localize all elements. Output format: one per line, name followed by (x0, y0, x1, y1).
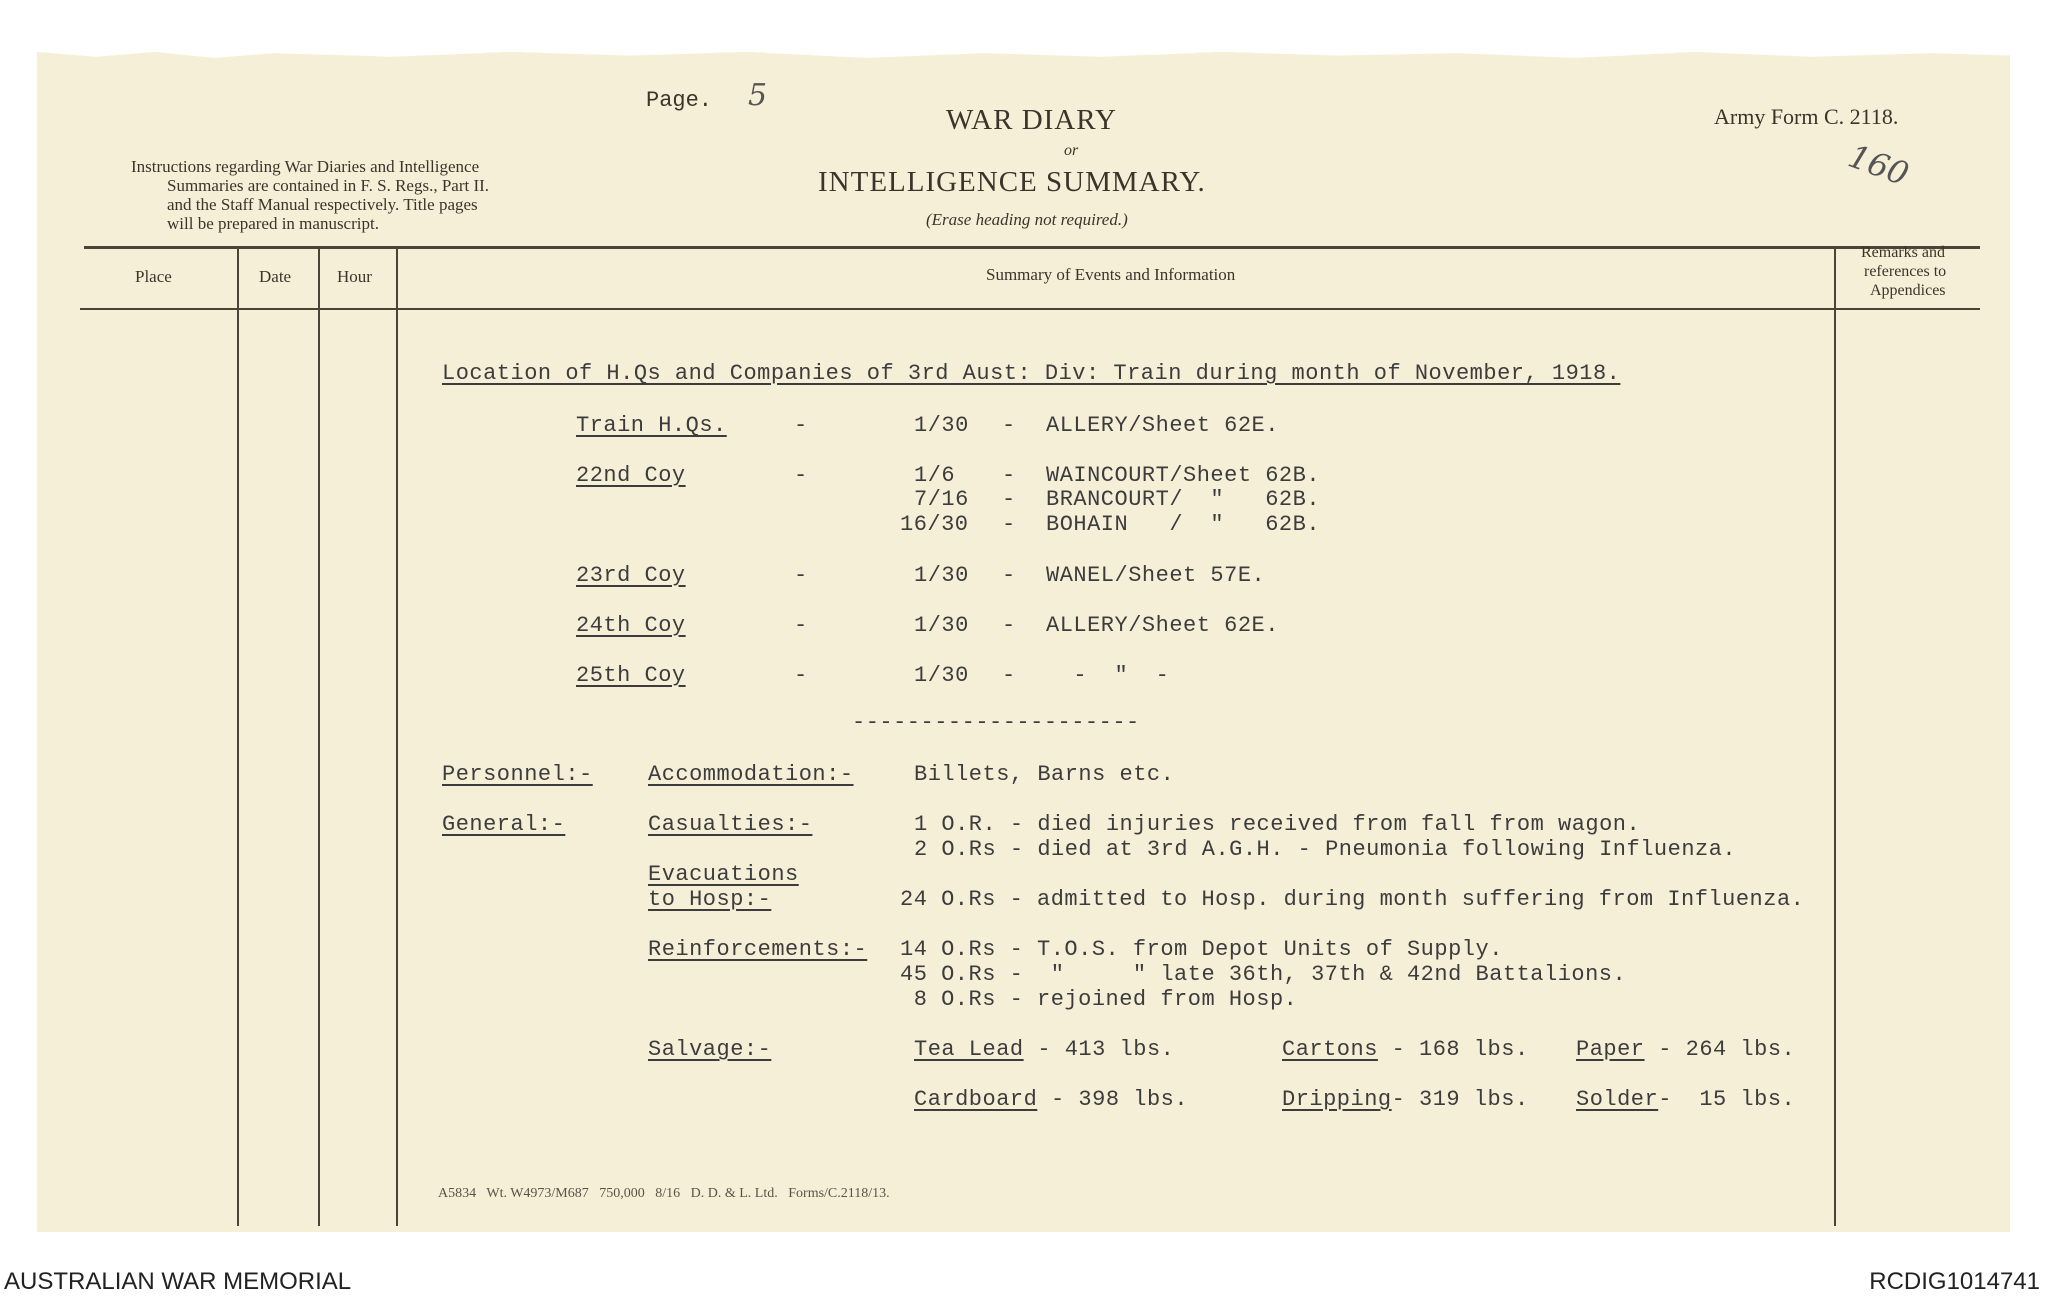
loc-dates: 1/30 (914, 413, 969, 438)
loc-unit-23rd-coy: 23rd Coy (576, 563, 686, 588)
loc-dash: - (794, 663, 808, 688)
reinforcement-line-3: 8 O.Rs - rejoined from Hosp. (900, 987, 1298, 1012)
loc-place: ALLERY/Sheet 62E. (1046, 613, 1279, 638)
salvage-item: Paper (1576, 1037, 1645, 1062)
loc-dates: 1/30 (914, 563, 969, 588)
loc-sep: - (1002, 563, 1016, 588)
loc-unit-train-hqs: Train H.Qs. (576, 413, 727, 438)
loc-place: ALLERY/Sheet 62E. (1046, 413, 1279, 438)
page-number: 5 (748, 78, 768, 113)
evacuations-label-1: Evacuations (648, 862, 799, 887)
loc-dates: 1/30 (914, 613, 969, 638)
section-divider: --------------------- (852, 710, 1140, 735)
accommodation-label: Accommodation:- (648, 762, 854, 787)
archive-footer-left: AUSTRALIAN WAR MEMORIAL (4, 1268, 352, 1295)
army-form: Army Form C. 2118. (1714, 104, 1899, 129)
loc-dates: 1/30 (914, 663, 969, 688)
salvage-label: Salvage:- (648, 1037, 772, 1062)
printer-line: A5834 Wt. W4973/M687 750,000 8/16 D. D. & L. Ltd. Forms/C.2118/13. (438, 1186, 890, 1201)
loc-unit-22nd-coy: 22nd Coy (576, 463, 686, 488)
instructions-line-2: Summaries are contained in F. S. Regs., Part II. (167, 176, 490, 195)
salvage-cartons (1282, 1037, 1529, 1062)
title-war-diary: WAR DIARY (946, 104, 1117, 136)
salvage-item: Cardboard (914, 1087, 1038, 1112)
salvage-value: - 398 lbs. (1037, 1087, 1189, 1112)
loc-place: WANEL/Sheet 57E. (1046, 563, 1266, 588)
reinforcement-line-2: 45 O.Rs - " " late 36th, 37th & 42nd Battalions. (900, 962, 1627, 987)
personnel-label: Personnel:- (442, 762, 593, 787)
col-header-remarks-3: Appendices (1870, 282, 1946, 299)
salvage-value: - 264 lbs. (1644, 1037, 1796, 1062)
salvage-paper (1576, 1037, 1795, 1062)
loc-dash: - (794, 563, 808, 588)
loc-sep: - (1002, 663, 1016, 688)
col-header-date: Date (259, 267, 292, 286)
salvage-item: Tea Lead (914, 1037, 1024, 1062)
salvage-tea-lead (914, 1037, 1174, 1062)
evacuations-text: 24 O.Rs - admitted to Hosp. during month suffering from Influenza. (900, 887, 1805, 912)
loc-dates: 1/6 (914, 463, 956, 488)
table-top-rule (84, 246, 1980, 249)
salvage-item: Solder (1576, 1087, 1659, 1112)
accommodation-text: Billets, Barns etc. (914, 762, 1175, 787)
loc-unit-24th-coy: 24th Coy (576, 613, 686, 638)
loc-place: BOHAIN / " 62B. (1046, 512, 1321, 537)
casualties-label: Casualties:- (648, 812, 813, 837)
page-label: Page. (646, 88, 713, 113)
salvage-solder (1576, 1087, 1795, 1112)
col-rule-4 (1834, 246, 1836, 1226)
archive-footer-right: RCDIG1014741 (1869, 1268, 2040, 1295)
col-header-hour: Hour (337, 267, 372, 286)
salvage-cardboard (914, 1087, 1188, 1112)
general-label: General:- (442, 812, 566, 837)
loc-sep: - (1002, 512, 1016, 537)
casualty-line-1: 1 O.R. - died injuries received from fall from wagon. (914, 812, 1641, 837)
col-header-remarks-1: Remarks and (1861, 244, 1945, 261)
title-or: or (1064, 142, 1079, 159)
evacuations-label-2: to Hosp:- (648, 887, 772, 912)
col-header-remarks-2: references to (1864, 263, 1947, 280)
loc-dash: - (794, 613, 808, 638)
location-heading: Location of H.Qs and Companies of 3rd Aust: Div: Train during month of November, 1918. (442, 361, 1621, 386)
loc-dates: 7/16 (914, 487, 969, 512)
loc-sep: - (1002, 463, 1016, 488)
table-header-rule (80, 308, 1980, 310)
salvage-item: Dripping (1282, 1087, 1392, 1112)
col-rule-2 (318, 246, 320, 1226)
instructions-line-3: and the Staff Manual respectively. Title pages (167, 195, 478, 214)
instructions-line-4: will be prepared in manuscript. (167, 214, 379, 233)
col-rule-1 (237, 246, 239, 1226)
salvage-value: - 168 lbs. (1377, 1037, 1529, 1062)
casualty-line-2: 2 O.Rs - died at 3rd A.G.H. - Pneumonia following Influenza. (914, 837, 1737, 862)
salvage-value: - 15 lbs. (1658, 1087, 1796, 1112)
salvage-item: Cartons (1282, 1037, 1378, 1062)
salvage-value: - 413 lbs. (1023, 1037, 1175, 1062)
loc-unit-25th-coy: 25th Coy (576, 663, 686, 688)
reinforcement-line-1: 14 O.Rs - T.O.S. from Depot Units of Supply. (900, 937, 1503, 962)
erase-note: (Erase heading not required.) (926, 210, 1128, 229)
loc-place: WAINCOURT/Sheet 62B. (1046, 463, 1321, 488)
title-intelligence-summary: INTELLIGENCE SUMMARY. (818, 166, 1206, 198)
col-header-summary: Summary of Events and Information (986, 265, 1236, 284)
loc-dates: 16/30 (900, 512, 969, 537)
loc-sep: - (1002, 613, 1016, 638)
instructions-line-1: Instructions regarding War Diaries and Intelligence (131, 157, 480, 176)
folio-number: 160 (1843, 136, 1914, 194)
loc-sep: - (1002, 413, 1016, 438)
loc-dash: - (794, 413, 808, 438)
loc-sep: - (1002, 487, 1016, 512)
salvage-value: - 319 lbs. (1391, 1087, 1529, 1112)
loc-dash: - (794, 463, 808, 488)
loc-place: - " - (1046, 663, 1170, 688)
col-rule-3 (396, 246, 398, 1226)
loc-place: BRANCOURT/ " 62B. (1046, 487, 1321, 512)
reinforcements-label: Reinforcements:- (648, 937, 868, 962)
col-header-place: Place (135, 267, 172, 286)
salvage-dripping (1282, 1087, 1529, 1112)
